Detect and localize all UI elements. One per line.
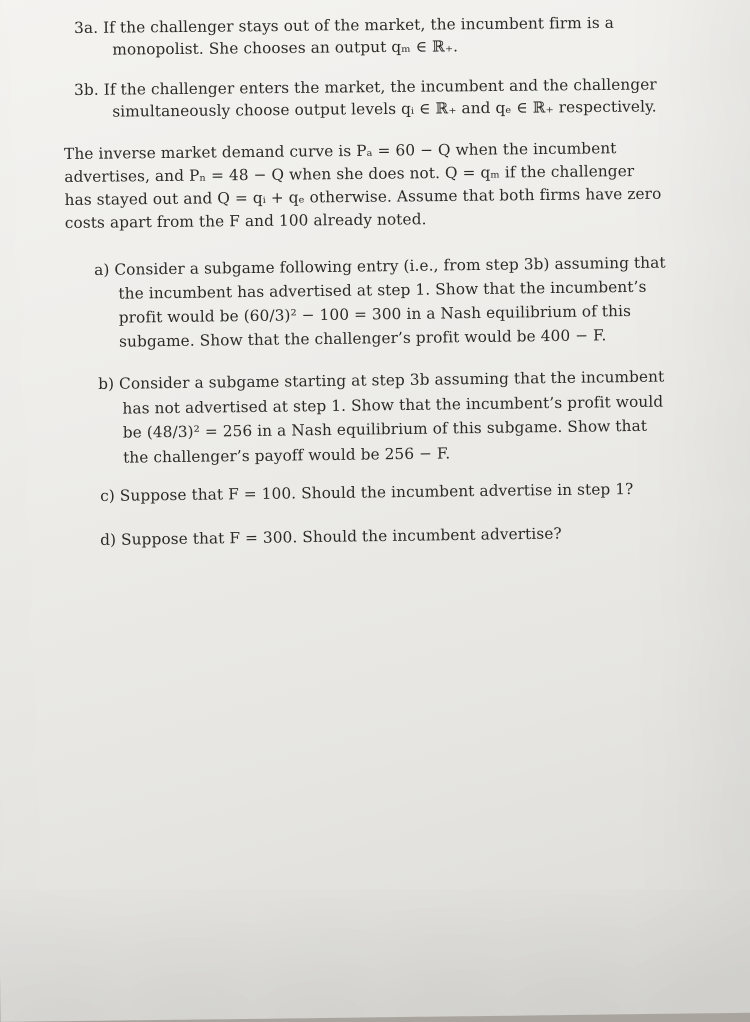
item-3b: [74, 74, 657, 123]
demand-line-4: costs apart from the F and 100 already noted.: [64, 210, 427, 232]
item-3b-text-2: simultaneously choose output levels qᵢ ∈ ℝ₊ and qₑ ∈ ℝ₊ respectively.: [112, 96, 657, 121]
demand-line-2: advertises, and Pₙ = 48 − Q when she does not. Q = qₘ if the challenger: [64, 162, 635, 186]
question-a-text-1: Consider a subgame following entry (i.e., from step 3b) assuming that: [114, 253, 666, 279]
item-3b-label: 3b.: [74, 80, 99, 99]
question-a-text-3: profit would be (60/3)² − 100 = 300 in a Nash equilibrium of this: [118, 301, 632, 327]
demand-line-3: has stayed out and Q = qᵢ + qₑ otherwise. Assume that both firms have zero: [64, 184, 662, 209]
item-3b-text-1: If the challenger enters the market, the incumbent and the challenger: [103, 75, 657, 99]
question-c-label: c): [100, 486, 115, 505]
item-3a-label: 3a.: [74, 18, 99, 37]
question-a: [94, 251, 667, 354]
demand-paragraph: [64, 137, 662, 235]
item-3a-text-2: monopolist. She chooses an output qₘ ∈ ℝ₊.: [112, 36, 459, 59]
question-b-text-4: the challenger’s payoff would be 256 − F.: [122, 443, 451, 467]
question-a-text-2: the incumbent has advertised at step 1. Show that the incumbent’s: [118, 277, 647, 303]
question-b-label: b): [98, 374, 115, 393]
item-3a: [74, 13, 614, 61]
question-b-text-1: Consider a subgame starting at step 3b assuming that the incumbent: [118, 367, 665, 393]
question-c-line-1: [100, 479, 634, 507]
item-3a-text-1: If the challenger stays out of the market, the incumbent firm is a: [102, 13, 615, 37]
question-d-text-1: Suppose that F = 300. Should the incumbent advertise?: [120, 524, 562, 549]
question-a-label: a): [94, 260, 110, 279]
question-d-label: d): [100, 530, 117, 549]
question-d: [100, 524, 562, 552]
question-b-text-3: be (48/3)² = 256 in a Nash equilibrium of this subgame. Show that: [122, 416, 648, 442]
demand-line-1: The inverse market demand curve is Pₐ = 60 − Q when the incumbent: [64, 139, 617, 163]
question-c: [100, 479, 634, 507]
question-b: [98, 365, 665, 470]
question-b-text-2: has not advertised at step 1. Show that the incumbent’s profit would: [122, 392, 664, 418]
question-a-text-4: subgame. Show that the challenger’s profit would be 400 − F.: [118, 326, 607, 351]
question-d-line-1: [100, 524, 562, 552]
question-c-text-1: Suppose that F = 100. Should the incumbent advertise in step 1?: [119, 480, 634, 505]
